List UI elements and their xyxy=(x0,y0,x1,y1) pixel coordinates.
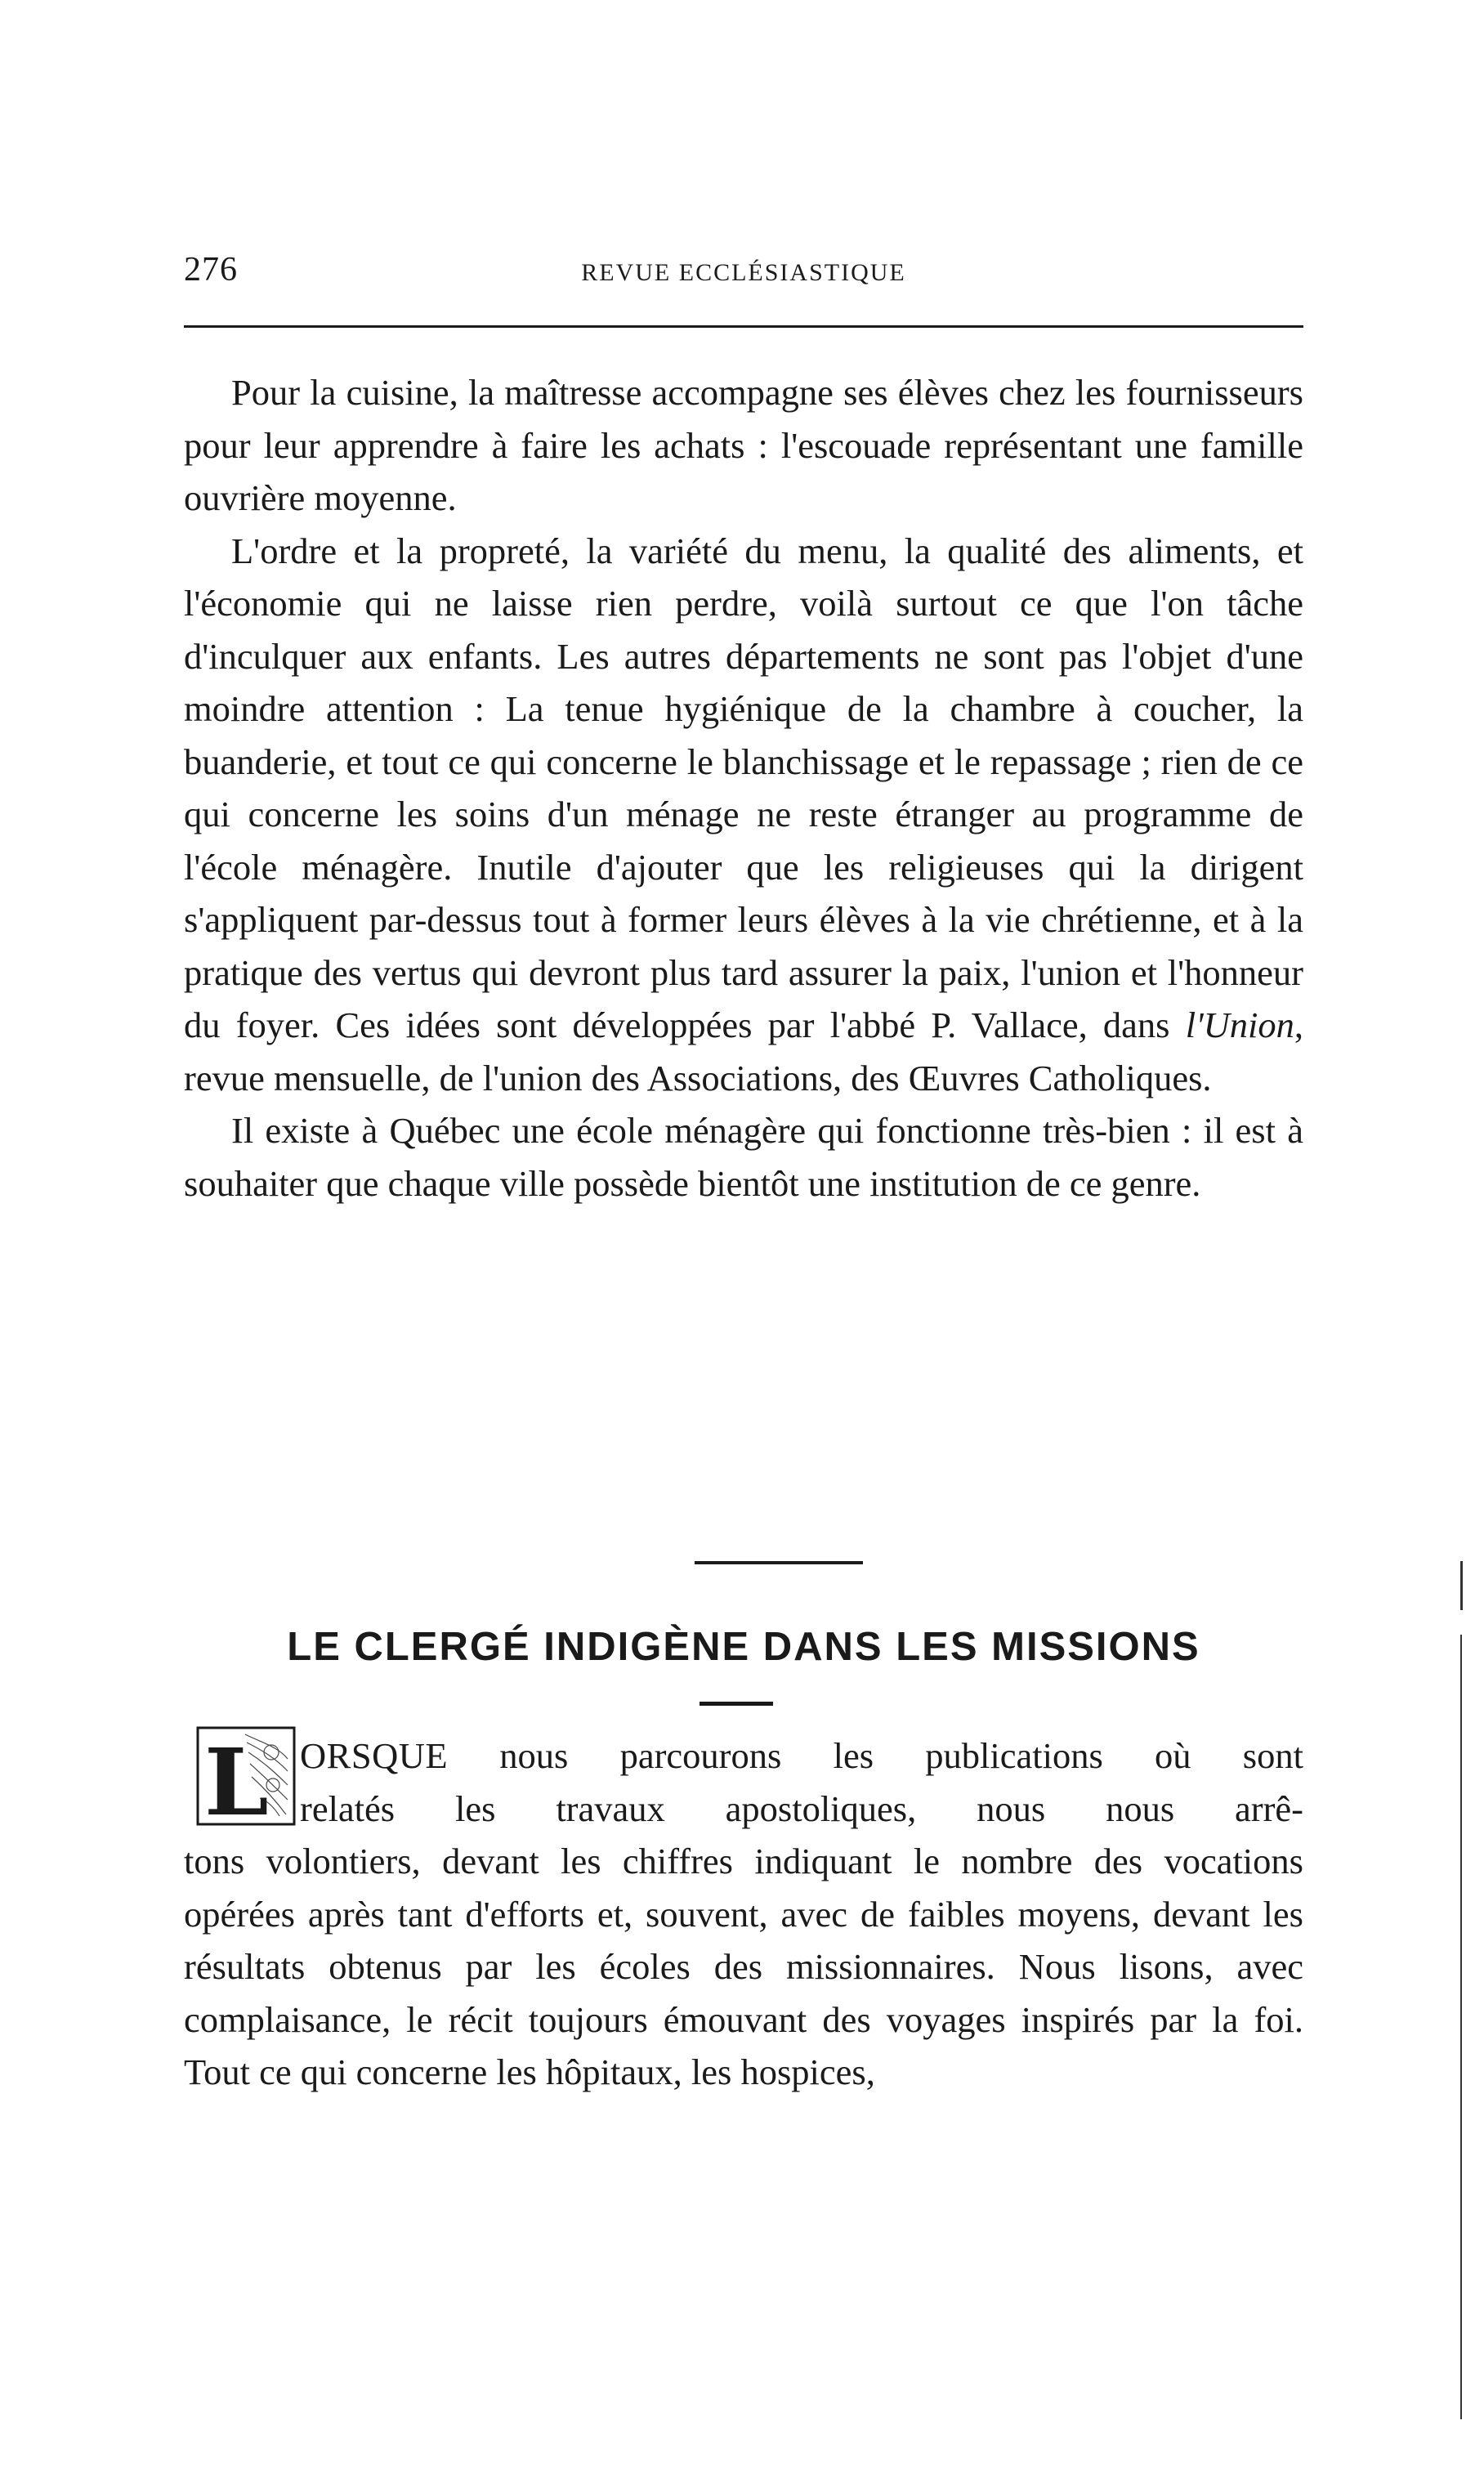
header-rule xyxy=(184,325,1303,328)
page-header xyxy=(184,245,1303,294)
section-title: LE CLERGÉ INDIGÈNE DANS LES MISSIONS xyxy=(287,1625,1200,1669)
journal-title: l'Union xyxy=(1185,1004,1294,1045)
paragraph-ordre-end: , revue mensuelle, de l'union des Associations, des Œuvres Catholiques. xyxy=(184,1004,1303,1098)
article-continuation xyxy=(184,366,1303,1210)
section-body xyxy=(184,1729,1303,2099)
drop-cap-letter: L xyxy=(204,1729,269,1826)
paragraph-ordre-text: L'ordre et la propreté, la variété du menu, la qualité des aliments, et l'économie qui ne laisse rien perdre, voilà surtout ce que l'on tâche d'inculquer aux enfants. Les autres départements ne sont pas l'objet d'une moindre attention : La tenue hygiénique de la chambre à coucher, la buanderie, et tout ce qui concerne le blanchissage et le repassage ; rien de ce qui concerne les soins d'un ménage ne reste étranger au programme de l'école ménagère. Inutile d'ajouter que les religieuses qui la dirigent s'appliquent par-dessus tout à former leurs élèves à la vie chrétienne, et à la pratique des vertus qui devront plus tard assurer la paix, l'union et l'honneur du foyer. Ces idées sont développées par l'abbé P. Vallace, dans xyxy=(184,530,1303,1045)
page-number: 276 xyxy=(184,251,238,289)
section-divider xyxy=(695,1561,863,1564)
section-first-word: ORSQUE xyxy=(300,1735,449,1776)
running-head: REVUE ECCLÉSIASTIQUE xyxy=(581,259,906,286)
section-second-line: relatés les travaux apostoliques, nous nous arrê- xyxy=(300,1787,1303,1829)
paragraph-quebec: Il existe à Québec une école ménagère qui fonctionne très-bien : il est à souhaiter que chaque ville possède bientôt une institution de ce genre. xyxy=(184,1110,1303,1204)
paragraph-ordre xyxy=(184,525,1303,1105)
title-rule xyxy=(700,1702,773,1706)
section-first-line-rest: nous parcourons les publications où sont xyxy=(448,1735,1303,1776)
section-first-line xyxy=(300,1729,1303,1783)
paragraph-cuisine: Pour la cuisine, la maîtresse accompagne ses élèves chez les fournisseurs pour leur apprendre à faire les achats : l'escouade représentant une famille ouvrière moyenne. xyxy=(184,372,1303,518)
section-paragraph: tons volontiers, devant les chiffres indiquant le nombre des vocations opérées après tant d'efforts et, souvent, avec de faibles moyens, devant les résultats obtenus par les écoles des missionnaires. Nous lisons, avec complaisance, le récit toujours émouvant des voyages inspirés par la foi. Tout ce qui concerne les hôpitaux, les hospices, xyxy=(184,1841,1303,2092)
margin-edge-line xyxy=(1460,1635,1462,2419)
margin-mark xyxy=(1460,1561,1463,1610)
